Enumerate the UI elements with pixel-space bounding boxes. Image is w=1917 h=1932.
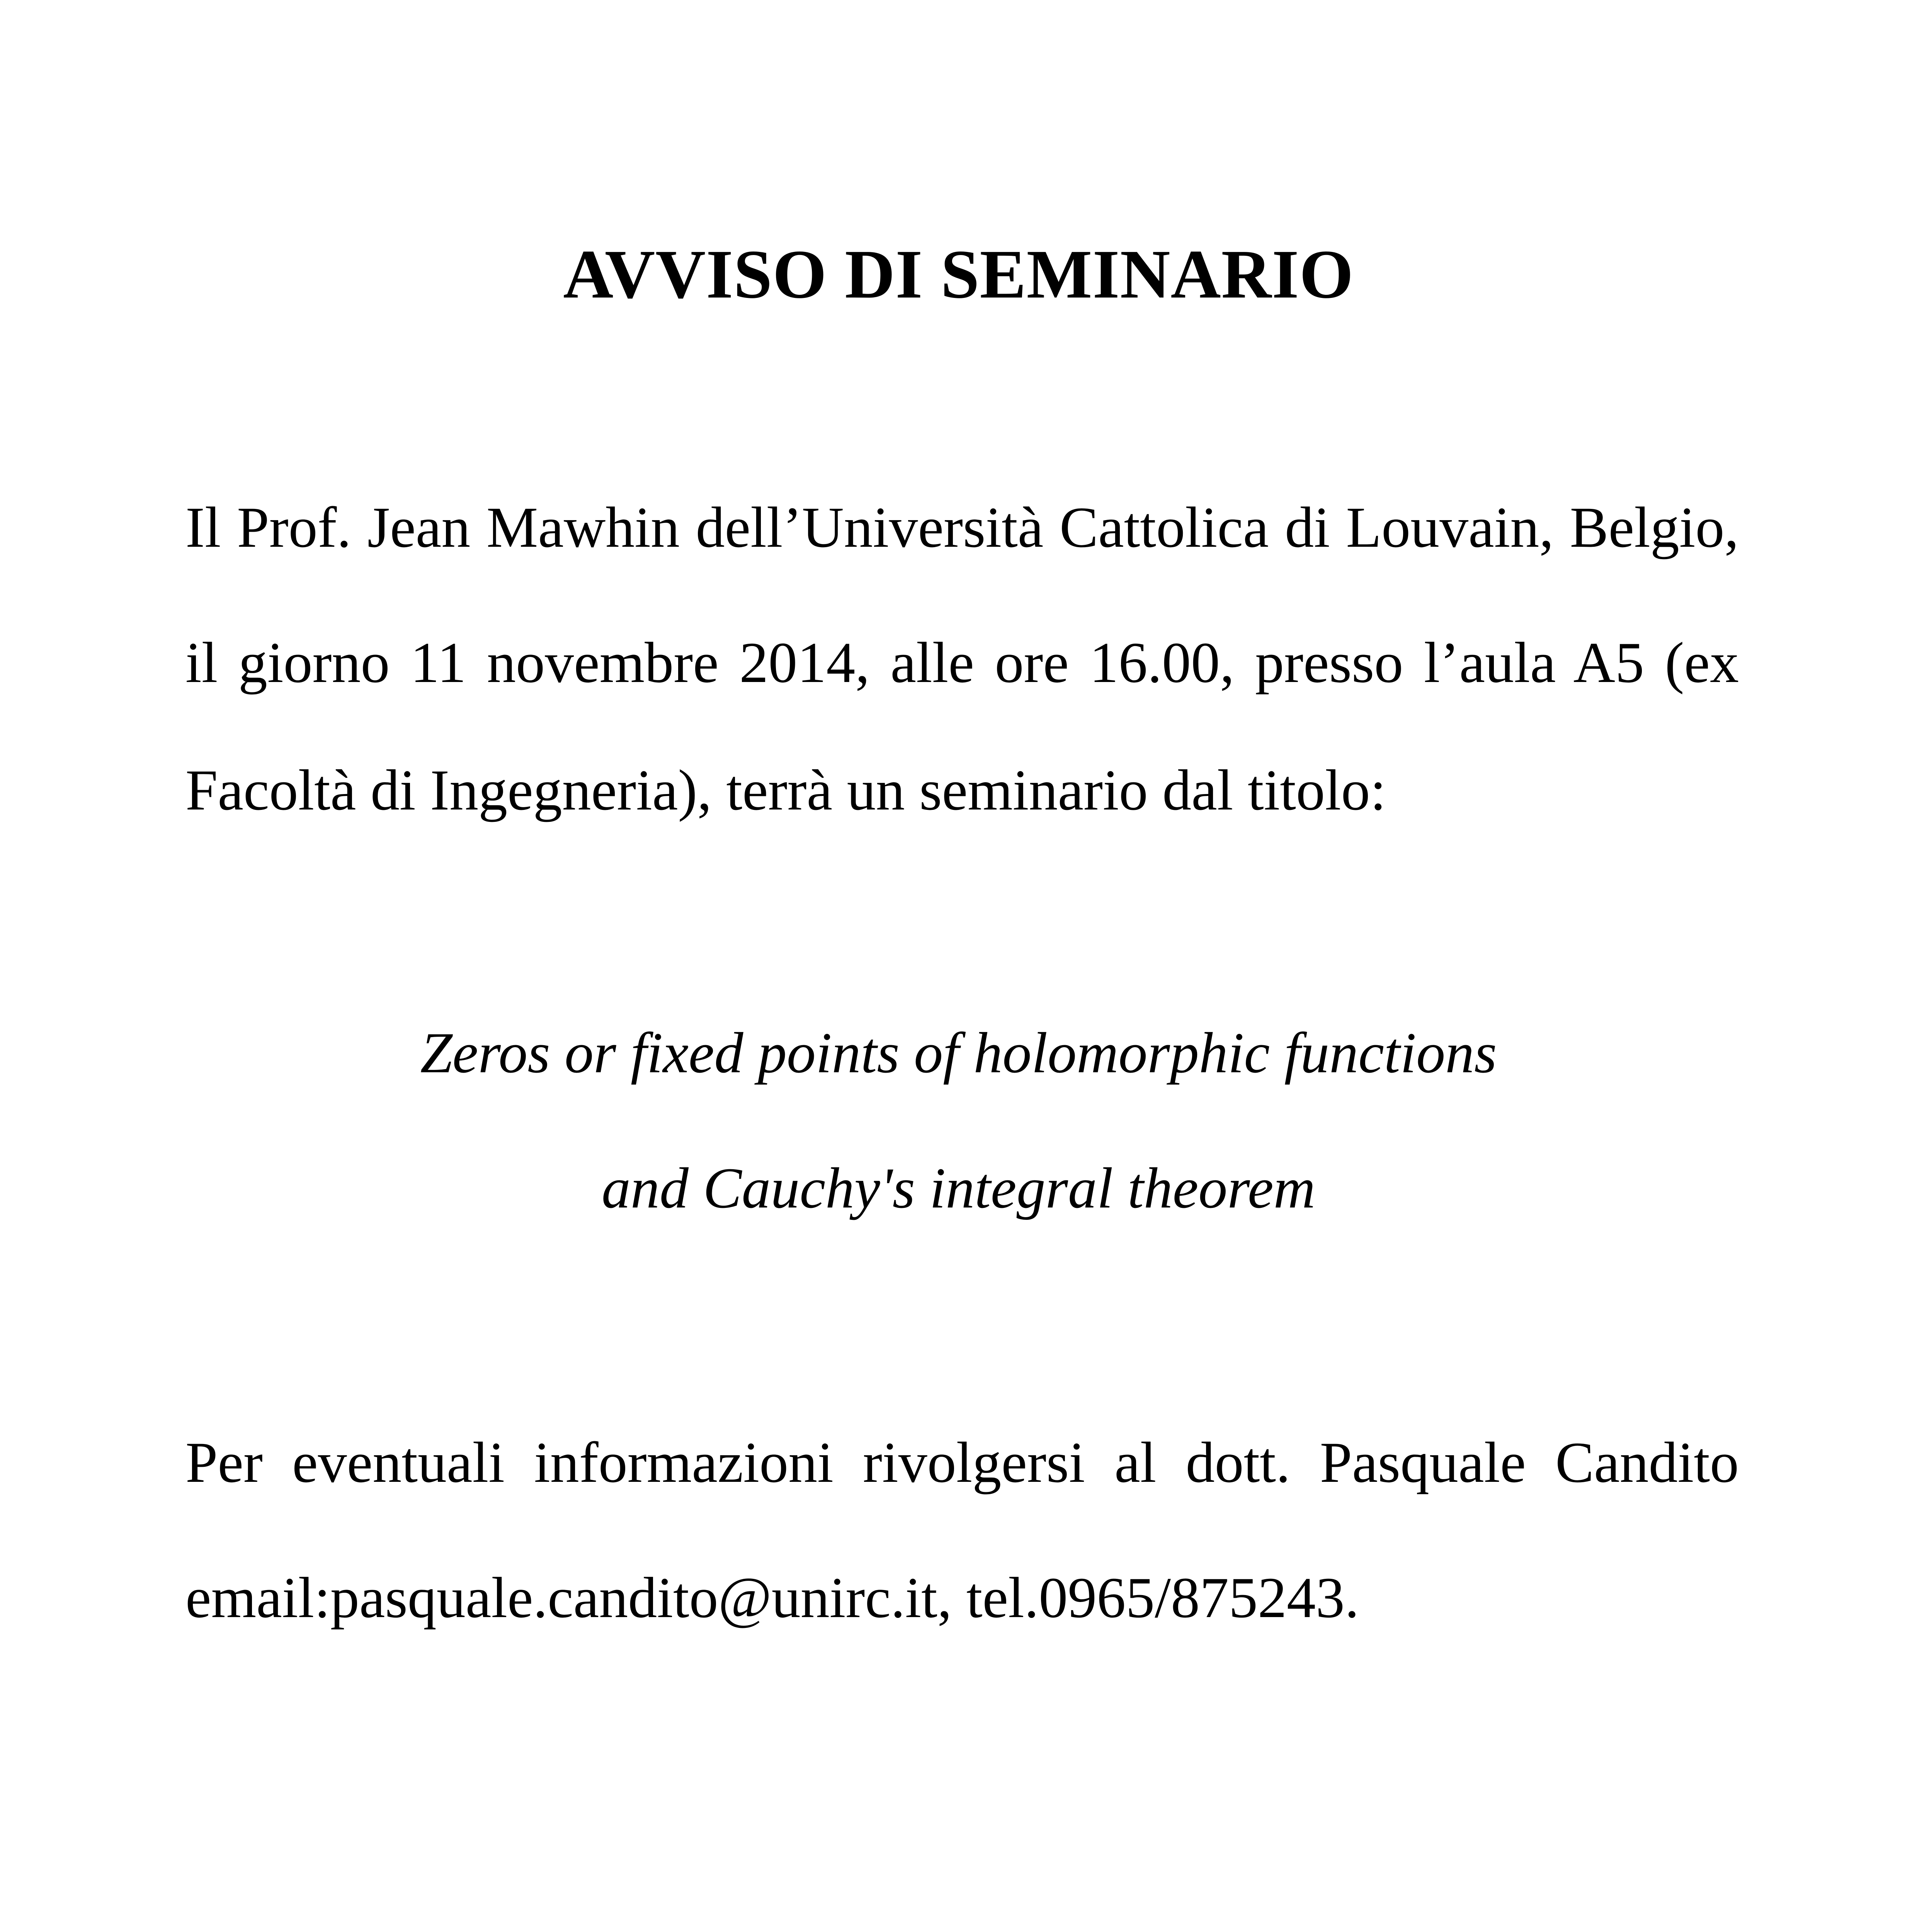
- contact-line-2: email:pasquale.candito@unirc.it, tel.0965/875243.: [185, 1566, 1359, 1630]
- page-title: AVVISO DI SEMINARIO: [563, 236, 1354, 313]
- intro-line-1: Il Prof. Jean Mawhin dell’Università Cattolica di Louvain, Belgio,: [185, 495, 1739, 560]
- seminar-title-line-2: and Cauchy's integral theorem: [601, 1156, 1316, 1220]
- intro-line-3: Facoltà di Ingegneria), terrà un seminario dal titolo:: [185, 758, 1386, 822]
- contact-line-1: Per eventuali informazioni rivolgersi al dott. Pasquale Candito: [185, 1430, 1739, 1495]
- intro-line-2: il giorno 11 novembre 2014, alle ore 16.00, presso l’aula A5 (ex: [185, 631, 1739, 695]
- seminar-title-line-1: Zeros or fixed points of holomorphic functions: [420, 1021, 1497, 1085]
